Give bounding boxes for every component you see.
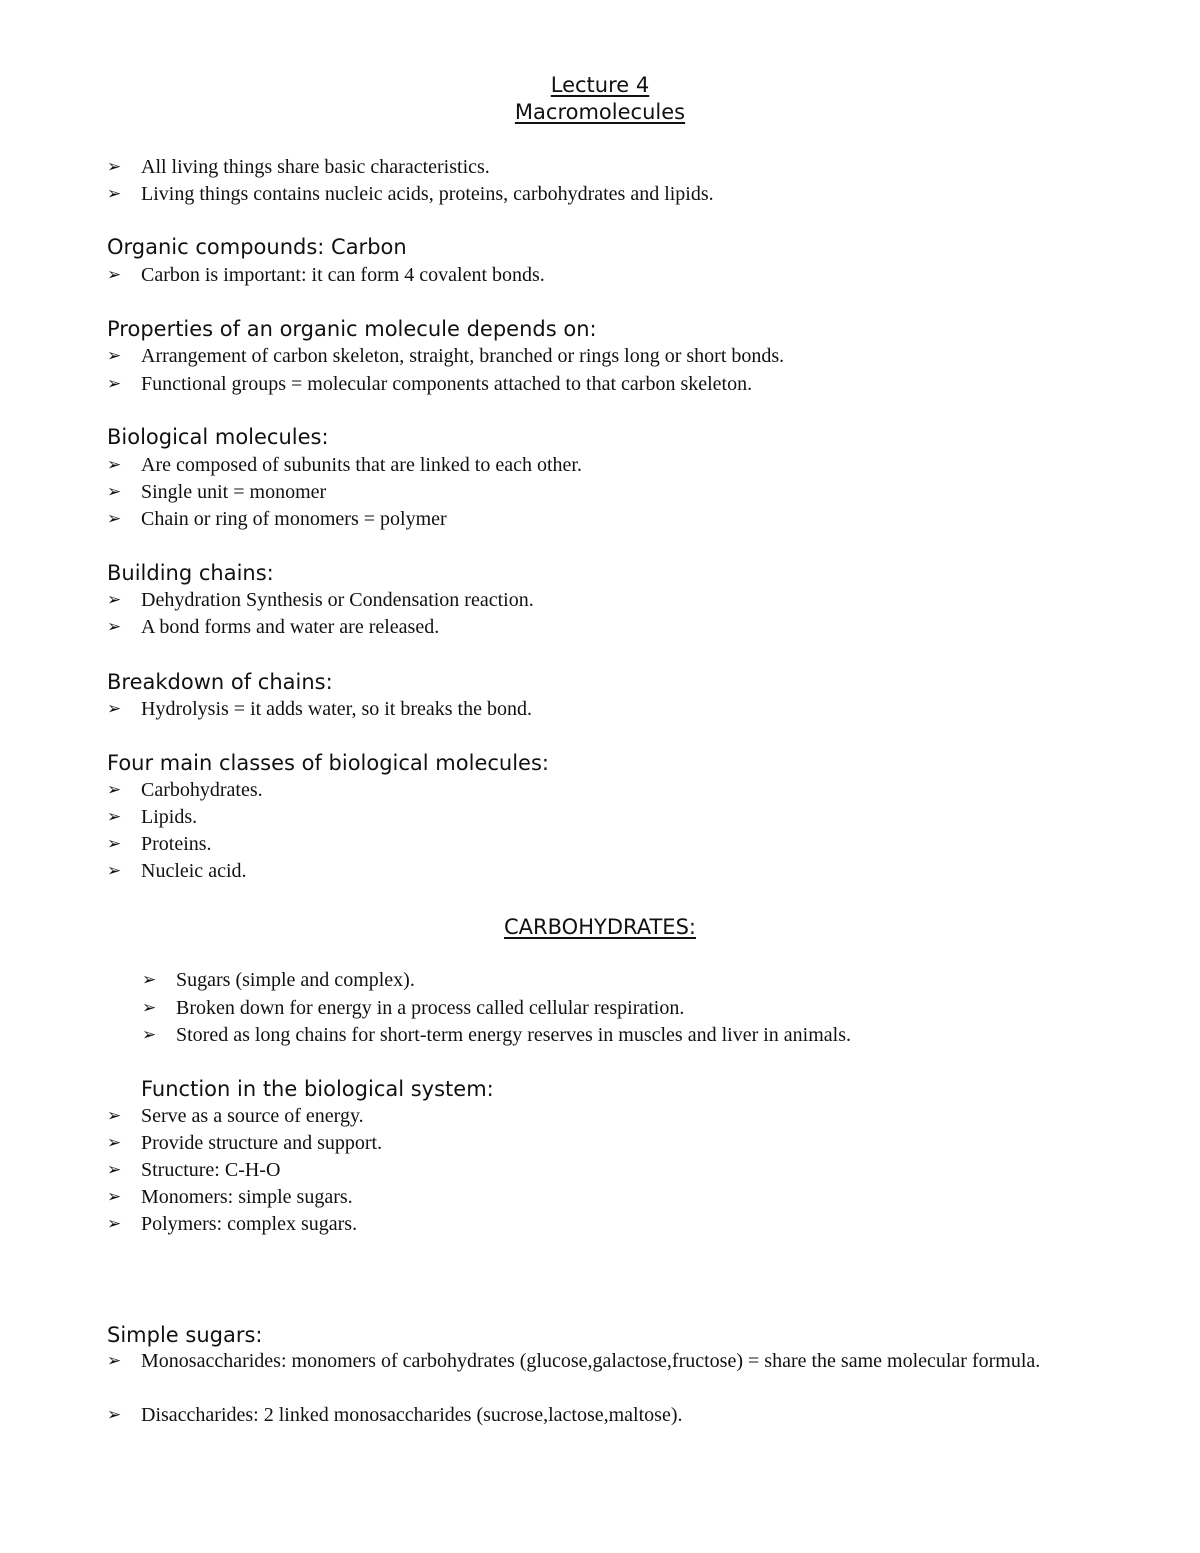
arrow-bullet-icon: ➢	[107, 590, 122, 610]
section-heading-simple: Simple sugars:	[107, 1323, 263, 1347]
list-item: ➢ Stored as long chains for short-term energy reserves in muscles and liver in animals.	[142, 1022, 851, 1049]
list-item: ➢ Single unit = monomer	[107, 479, 326, 506]
list-item: ➢ Dehydration Synthesis or Condensation reaction.	[107, 587, 534, 614]
arrow-bullet-icon: ➢	[107, 374, 122, 394]
section-heading-breakdown: Breakdown of chains:	[107, 670, 333, 694]
lecture-title: Lecture 4	[550, 73, 650, 97]
lecture-subtitle: Macromolecules	[514, 100, 686, 124]
arrow-bullet-icon: ➢	[107, 1106, 122, 1126]
list-item: ➢ Nucleic acid.	[107, 858, 247, 885]
list-item: ➢ Living things contains nucleic acids, proteins, carbohydrates and lipids.	[107, 181, 714, 208]
section-heading-building: Building chains:	[107, 561, 274, 585]
list-item: ➢ Disaccharides: 2 linked monosaccharides (sucrose,lactose,maltose).	[107, 1402, 682, 1429]
arrow-bullet-icon: ➢	[142, 998, 157, 1018]
list-item: ➢ Lipids.	[107, 804, 197, 831]
section-heading-biological: Biological molecules:	[107, 425, 329, 449]
section-heading-organic: Organic compounds: Carbon	[107, 235, 407, 259]
arrow-bullet-icon: ➢	[107, 807, 122, 827]
list-item: ➢ Polymers: complex sugars.	[107, 1211, 357, 1238]
arrow-bullet-icon: ➢	[107, 617, 122, 637]
arrow-bullet-icon: ➢	[107, 157, 122, 177]
list-item: ➢ A bond forms and water are released.	[107, 614, 439, 641]
arrow-bullet-icon: ➢	[107, 184, 122, 204]
list-item: ➢ Arrangement of carbon skeleton, straight, branched or rings long or short bonds.	[107, 343, 784, 370]
list-item: ➢ Monomers: simple sugars.	[107, 1184, 353, 1211]
arrow-bullet-icon: ➢	[107, 1351, 122, 1371]
list-item: ➢ Functional groups = molecular components attached to that carbon skeleton.	[107, 371, 752, 398]
list-item: ➢ Hydrolysis = it adds water, so it breaks the bond.	[107, 696, 532, 723]
arrow-bullet-icon: ➢	[142, 970, 157, 990]
arrow-bullet-icon: ➢	[107, 699, 122, 719]
arrow-bullet-icon: ➢	[107, 1160, 122, 1180]
section-heading-properties: Properties of an organic molecule depends on:	[107, 317, 597, 341]
arrow-bullet-icon: ➢	[107, 861, 122, 881]
section-heading-classes: Four main classes of biological molecules:	[107, 751, 549, 775]
list-item: ➢ Are composed of subunits that are linked to each other.	[107, 452, 582, 479]
arrow-bullet-icon: ➢	[107, 1214, 122, 1234]
section-heading-function: Function in the biological system:	[141, 1077, 494, 1101]
list-item: ➢ Chain or ring of monomers = polymer	[107, 506, 447, 533]
arrow-bullet-icon: ➢	[142, 1025, 157, 1045]
list-item: ➢ Sugars (simple and complex).	[142, 967, 415, 994]
list-item: ➢ Broken down for energy in a process called cellular respiration.	[142, 995, 684, 1022]
list-item: ➢ Serve as a source of energy.	[107, 1103, 364, 1130]
carbohydrates-heading: CARBOHYDRATES:	[504, 915, 696, 939]
arrow-bullet-icon: ➢	[107, 509, 122, 529]
arrow-bullet-icon: ➢	[107, 265, 122, 285]
list-item: ➢ Monosaccharides: monomers of carbohydrates (glucose,galactose,fructose) = share the same molecular formula.	[107, 1348, 1117, 1375]
list-item: ➢ Provide structure and support.	[107, 1130, 382, 1157]
arrow-bullet-icon: ➢	[107, 455, 122, 475]
arrow-bullet-icon: ➢	[107, 1133, 122, 1153]
arrow-bullet-icon: ➢	[107, 780, 122, 800]
list-item: ➢ Structure: C-H-O	[107, 1157, 280, 1184]
arrow-bullet-icon: ➢	[107, 1187, 122, 1207]
arrow-bullet-icon: ➢	[107, 482, 122, 502]
arrow-bullet-icon: ➢	[107, 346, 122, 366]
list-item: ➢ Carbon is important: it can form 4 covalent bonds.	[107, 262, 545, 289]
list-item: ➢ Carbohydrates.	[107, 777, 263, 804]
list-item: ➢ Proteins.	[107, 831, 212, 858]
arrow-bullet-icon: ➢	[107, 834, 122, 854]
list-item: ➢ All living things share basic characteristics.	[107, 154, 490, 181]
arrow-bullet-icon: ➢	[107, 1405, 122, 1425]
